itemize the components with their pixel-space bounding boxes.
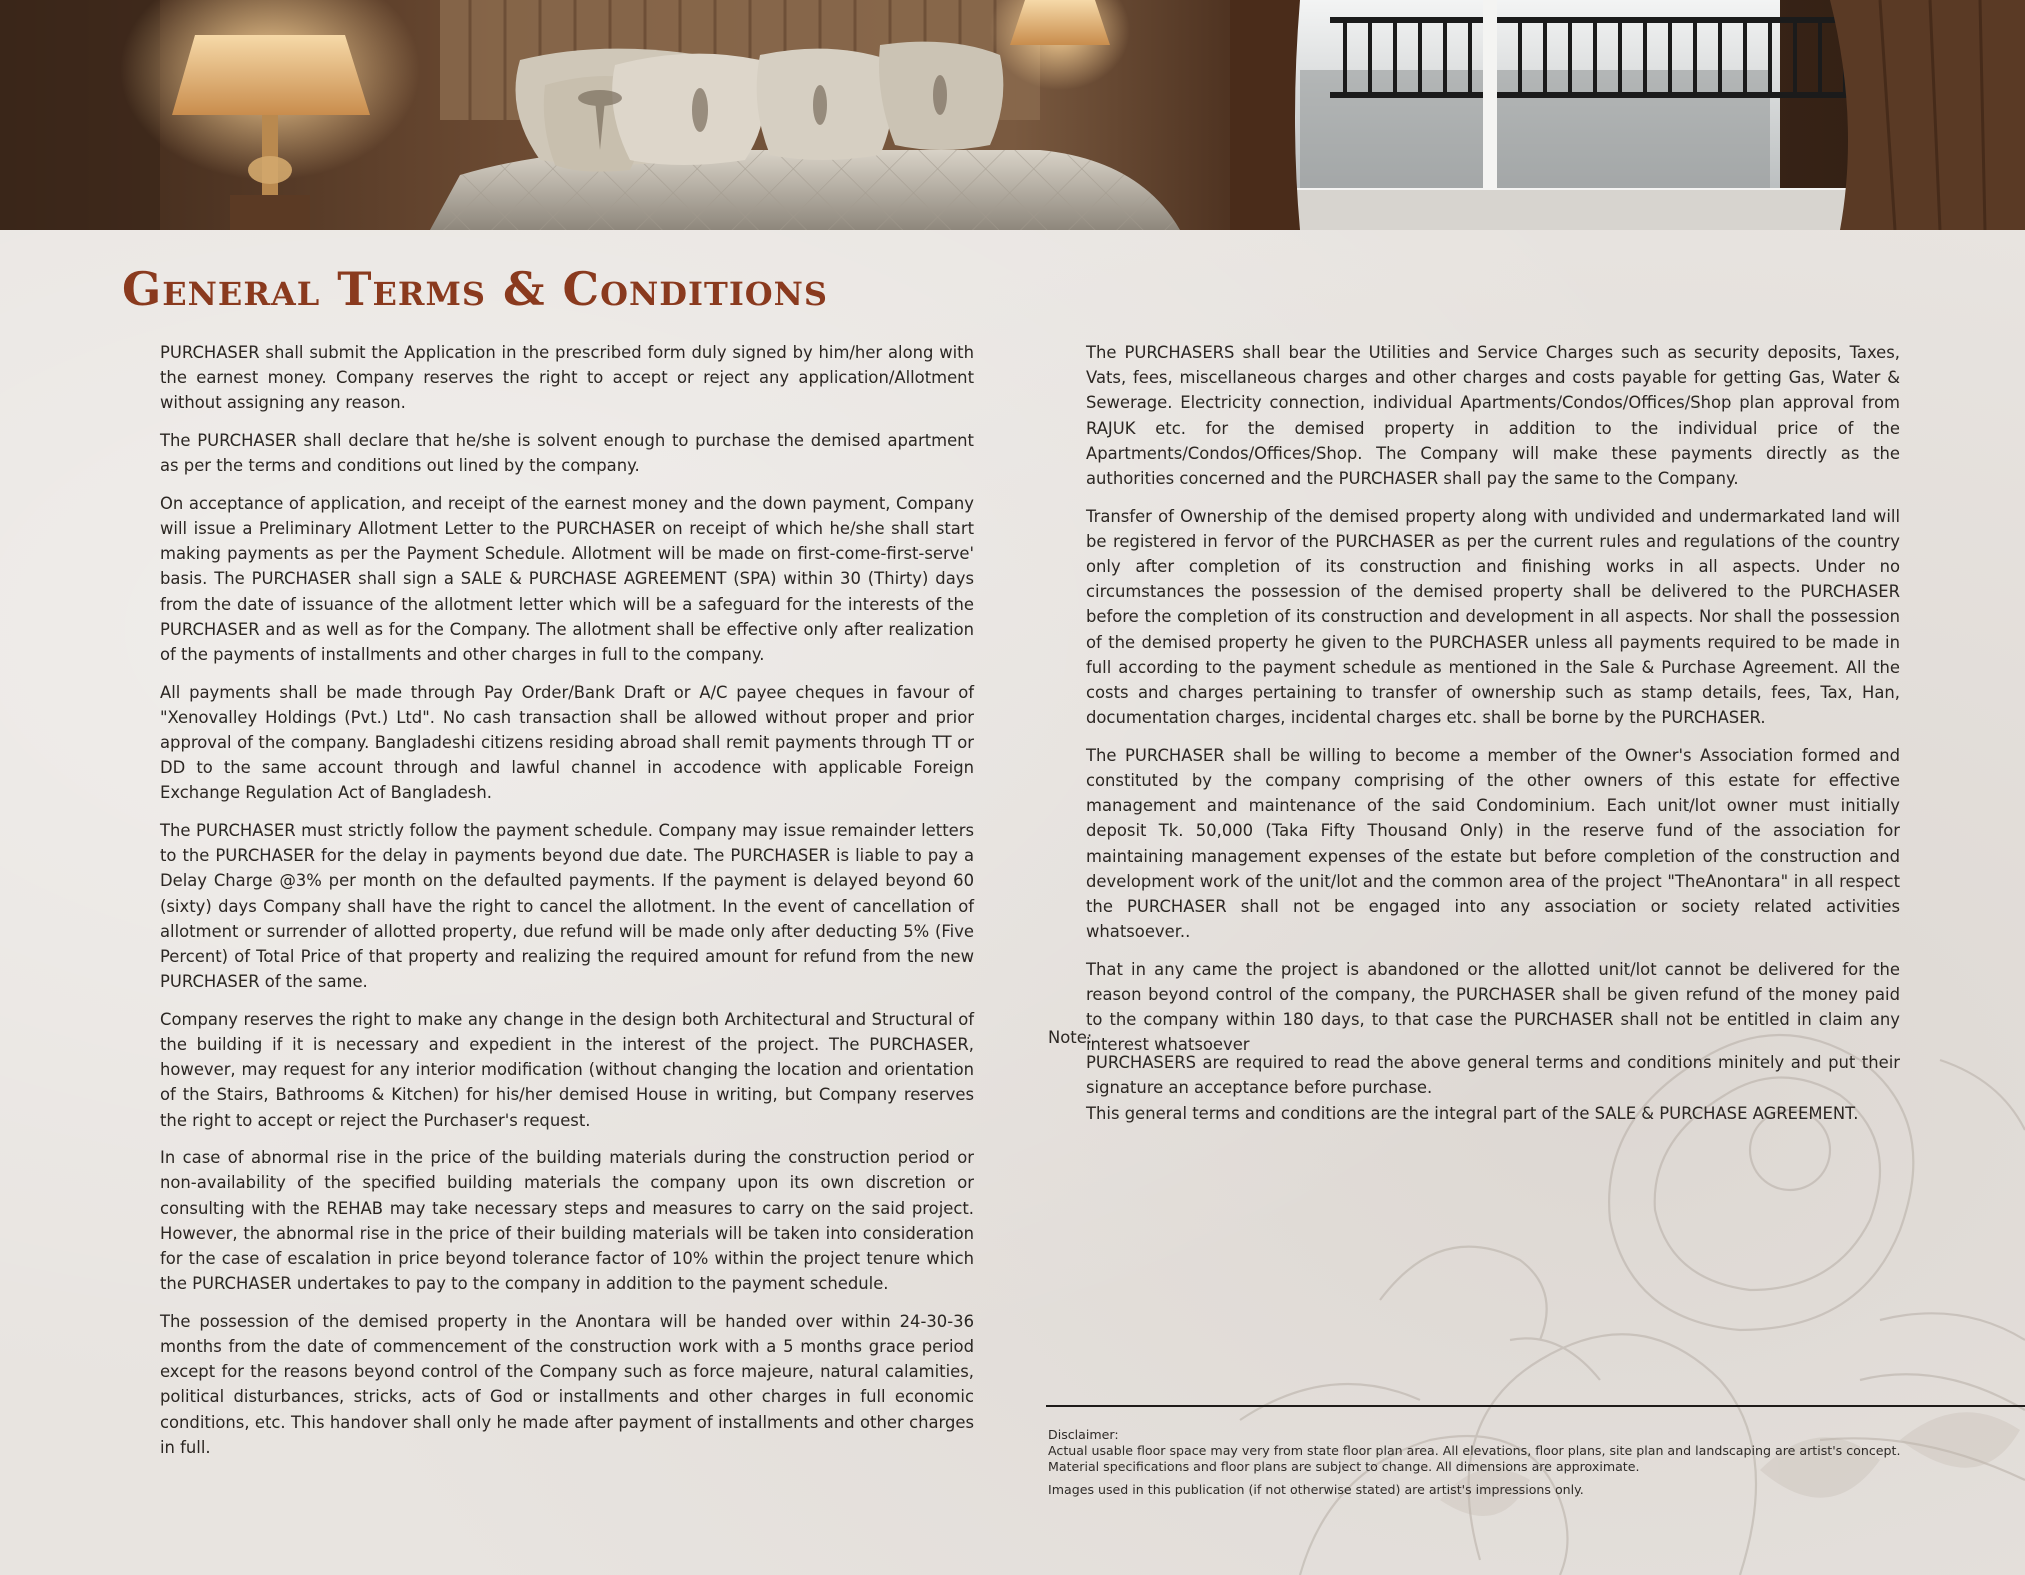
term-paragraph: The PURCHASER must strictly follow the payment schedule. Company may issue remainder letters to the PURCHASER for the delay in payments beyond due date. The PURCHASER is liable to pay a Delay Charge @3% per month on the defaulted payments. If the payment is delayed beyond 60 (sixty) days Company shall have the right to cancel the allotment. In the event of cancellation of allotment or surrender of allotted property, due refund will be made only after deducting 5% (Five Percent) of Total Price of that property and realizing the required amount for refund from the new PURCHASER of the same. — [160, 821, 974, 992]
terms-right-column — [1086, 340, 1900, 1070]
term-paragraph: In case of abnormal rise in the price of the building materials during the construction period or non-availability of the specified building materials the company upon its own discretion or consulting with the REHAB may take necessary steps and measures to carry on the said project. However, the abnormal rise in the price of their building materials will be taken into consideration for the case of escalation in price beyond tolerance factor of 10% within the project tenure which the PURCHASER undertakes to pay to the company in addition to the payment schedule. — [160, 1148, 974, 1294]
disclaimer-line: Material specifications and floor plans are subject to change. All dimensions are approximate. — [1048, 1459, 1640, 1474]
term-paragraph: PURCHASER shall submit the Application in the prescribed form duly signed by him/her along with the earnest money. Company reserves the right to accept or reject any application/Allotment without assigning any reason. — [160, 343, 974, 413]
note-line: This general terms and conditions are the integral part of the SALE & PURCHASE AGREEMENT. — [1086, 1103, 1859, 1123]
term-paragraph: All payments shall be made through Pay Order/Bank Draft or A/C payee cheques in favour of "Xenovalley Holdings (Pvt.) Ltd". No cash transaction shall be allowed without proper and prior approval of the company. Bangladeshi citizens residing abroad shall remit payments through TT or DD to the same account through and lawful channel in accodence with applicable Foreign Exchange Regulation Act of Bangladesh. — [160, 682, 974, 803]
disclaimer — [1048, 1427, 1948, 1498]
term-paragraph: That in any came the project is abandoned or the allotted unit/lot cannot be delivered for the reason beyond control of the company, the PURCHASER shall be given refund of the money paid to the company within 180 days, to that case the PURCHASER shall not be entitled in claim any interest whatsoever — [1086, 959, 1900, 1055]
bedroom-interior-photo — [0, 0, 2025, 230]
terms-left-column — [160, 340, 974, 1472]
term-paragraph: The PURCHASER shall declare that he/she is solvent enough to purchase the demised apartment as per the terms and conditions out lined by the company. — [160, 431, 974, 476]
page-title: General Terms & Conditions — [122, 262, 829, 316]
term-paragraph: The possession of the demised property in the Anontara will be handed over within 24-30-36 months from the date of commencement of the construction work with a 5 months grace period except for the reasons beyond control of the Company such as force majeure, natural calamities, political disturbances, stricks, acts of God or installments and other charges in full economic conditions, etc. This handover shall only he made after payment of installments and other charges in full. — [160, 1311, 974, 1457]
term-paragraph: The PURCHASER shall be willing to become a member of the Owner's Association formed and constituted by the company comprising of the other owners of this estate for effective management and maintenance of the said Condominium. Each unit/lot owner must initially deposit Tk. 50,000 (Taka Fifty Thousand Only) in the reserve fund of the association for maintaining management expenses of the estate but before completion of the construction and development work of the unit/lot and the common area of the project "TheAnontara" in all respect the PURCHASER shall not be engaged into any association or society related activities whatsoever.. — [1086, 745, 1900, 942]
term-paragraph: On acceptance of application, and receipt of the earnest money and the down payment, Company will issue a Preliminary Allotment Letter to the PURCHASER on receipt of which he/she shall start making payments as per the Payment Schedule. Allotment will be made on first-come-first-serve' basis. The PURCHASER shall sign a SALE & PURCHASE AGREEMENT (SPA) within 30 (Thirty) days from the date of issuance of the allotment letter which will be a safeguard for the interests of the PURCHASER and as well as for the Company. The allotment shall be effective only after realization of the payments of installments and other charges in full to the company. — [160, 493, 974, 665]
note-body — [1086, 1050, 1900, 1126]
divider — [1046, 1405, 2025, 1407]
note-label: Note: — [1048, 1028, 1093, 1047]
note-section — [1048, 1025, 1900, 1126]
note-line: PURCHASERS are required to read the above general terms and conditions minitely and put their signature an acceptance before purchase. — [1086, 1053, 1900, 1098]
disclaimer-line: Actual usable floor space may very from state floor plan area. All elevations, floor plans, site plan and landscaping are artist's concept. — [1048, 1443, 1901, 1458]
term-paragraph: Transfer of Ownership of the demised property along with undivided and undermarkated land will be registered in fervor of the PURCHASER as per the current rules and regulations of the country only after completion of its construction and finishing works in all aspects. Under no circumstances the possession of the demised property shall be delivered to the PURCHASER before the completion of its construction and development in all aspects. Nor shall the possession of the demised property he given to the PURCHASER unless all payments required to be made in full according to the payment schedule as mentioned in the Sale & Purchase Agreement. All the costs and charges pertaining to transfer of ownership such as stamp details, fees, Tax, Han, documentation charges, incidental charges etc. shall be borne by the PURCHASER. — [1086, 506, 1900, 728]
term-paragraph: The PURCHASERS shall bear the Utilities and Service Charges such as security deposits, Taxes, Vats, fees, miscellaneous charges and other charges and costs payable for getting Gas, Water & Sewerage. Electricity connection, individual Apartments/Condos/Offices/Shop plan approval from RAJUK etc. for the demised property in addition to the individual price of the Apartments/Condos/Offices/Shop. The Company will make these payments directly as the authorities concerned and the PURCHASER shall pay the same to the Company. — [1086, 343, 1900, 489]
disclaimer-line: Images used in this publication (if not otherwise stated) are artist's impressions only. — [1048, 1482, 1584, 1497]
term-paragraph: Company reserves the right to make any change in the design both Architectural and Structural of the building if it is necessary and expedient in the interest of the project. The PURCHASER, however, may request for any interior modification (without changing the location and orientation of the Stairs, Bathrooms & Kitchen) for his/her demised House in writing, but Company reserves the right to accept or reject the Purchaser's request. — [160, 1009, 974, 1130]
disclaimer-label: Disclaimer: — [1048, 1427, 1119, 1442]
